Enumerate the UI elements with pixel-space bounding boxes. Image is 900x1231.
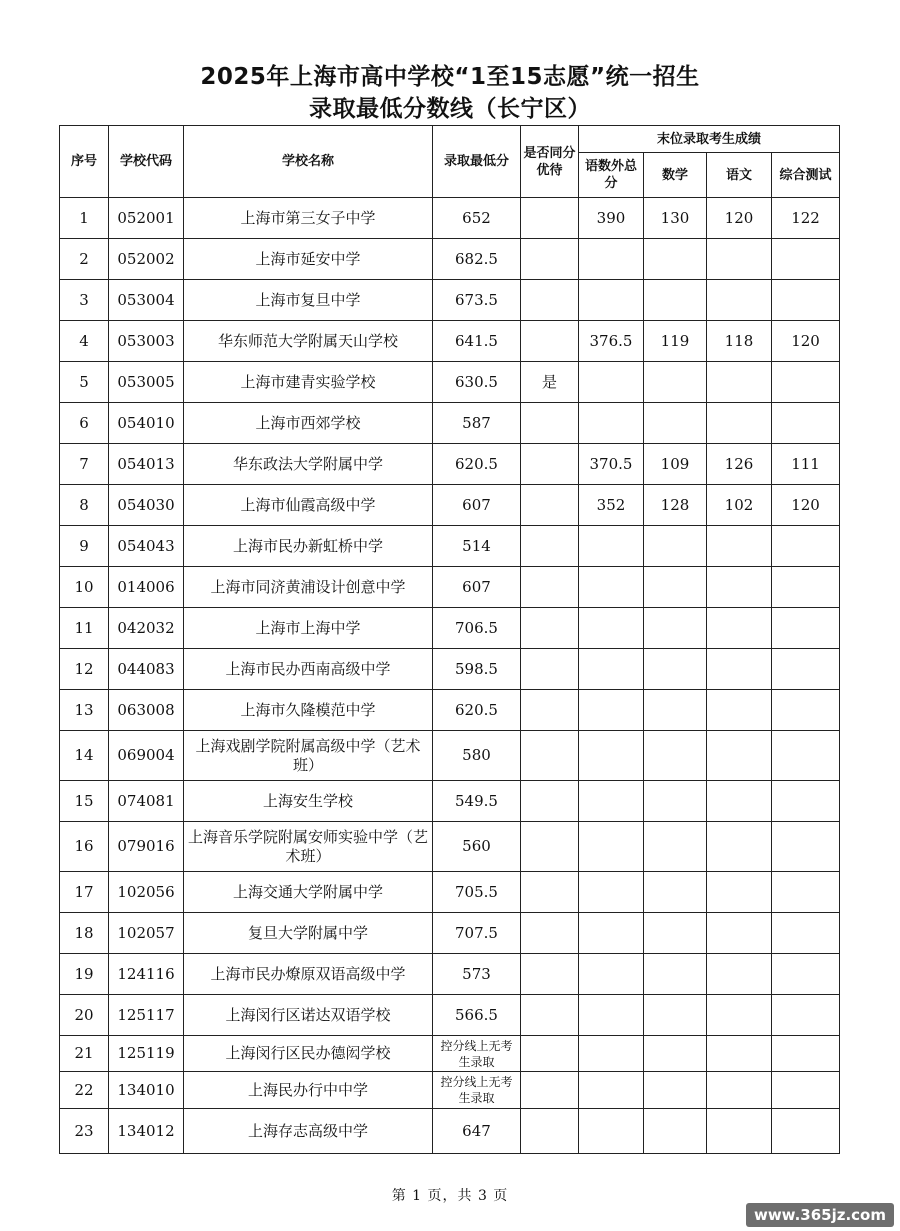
score-table (59, 125, 840, 1154)
cell-min-score: 607 (433, 567, 521, 608)
cell-chinese (707, 1109, 772, 1154)
cell-name: 上海市仙霞高级中学 (184, 485, 433, 526)
cell-math (644, 1109, 707, 1154)
table-body (60, 198, 840, 1154)
cell-chinese (707, 913, 772, 954)
cell-code: 052002 (109, 239, 184, 280)
header-min-score: 录取最低分 (433, 126, 521, 198)
cell-code: 014006 (109, 567, 184, 608)
cell-chinese (707, 822, 772, 872)
cell-min-score: 607 (433, 485, 521, 526)
cell-name: 上海民办行中中学 (184, 1072, 433, 1109)
cell-code: 054030 (109, 485, 184, 526)
cell-comprehensive (772, 822, 840, 872)
table-header (60, 126, 840, 198)
cell-name: 上海市久隆模范中学 (184, 690, 433, 731)
cell-math (644, 1036, 707, 1072)
cell-chinese: 102 (707, 485, 772, 526)
cell-seq: 22 (60, 1072, 109, 1109)
cell-math (644, 822, 707, 872)
cell-chinese (707, 362, 772, 403)
table-row (60, 954, 840, 995)
cell-seq: 11 (60, 608, 109, 649)
cell-min-score: 598.5 (433, 649, 521, 690)
cell-code: 053005 (109, 362, 184, 403)
cell-name: 上海闵行区诺达双语学校 (184, 995, 433, 1036)
cell-tie: 是 (521, 362, 579, 403)
cell-seq: 14 (60, 731, 109, 781)
cell-min-score: 560 (433, 822, 521, 872)
cell-code: 063008 (109, 690, 184, 731)
cell-name: 复旦大学附属中学 (184, 913, 433, 954)
cell-name: 华东师范大学附属天山学校 (184, 321, 433, 362)
cell-min-score: 514 (433, 526, 521, 567)
cell-math (644, 362, 707, 403)
cell-tie (521, 1072, 579, 1109)
cell-total (579, 567, 644, 608)
cell-name: 上海市延安中学 (184, 239, 433, 280)
table-row (60, 526, 840, 567)
cell-math (644, 649, 707, 690)
cell-min-score: 641.5 (433, 321, 521, 362)
cell-chinese (707, 239, 772, 280)
cell-comprehensive (772, 872, 840, 913)
cell-seq: 23 (60, 1109, 109, 1154)
cell-seq: 20 (60, 995, 109, 1036)
cell-tie (521, 608, 579, 649)
cell-name: 上海市建青实验学校 (184, 362, 433, 403)
cell-comprehensive (772, 362, 840, 403)
watermark: www.365jz.com (746, 1203, 894, 1227)
cell-chinese (707, 567, 772, 608)
cell-name: 上海市民办新虹桥中学 (184, 526, 433, 567)
header-total: 语数外总分 (579, 153, 644, 198)
cell-math (644, 872, 707, 913)
cell-seq: 18 (60, 913, 109, 954)
cell-tie (521, 321, 579, 362)
cell-code: 053003 (109, 321, 184, 362)
cell-math (644, 781, 707, 822)
cell-comprehensive: 120 (772, 321, 840, 362)
cell-total (579, 608, 644, 649)
cell-total (579, 280, 644, 321)
cell-comprehensive (772, 1036, 840, 1072)
table-row (60, 731, 840, 781)
table-row (60, 1036, 840, 1072)
cell-seq: 1 (60, 198, 109, 239)
cell-chinese (707, 649, 772, 690)
cell-min-score: 652 (433, 198, 521, 239)
cell-code: 052001 (109, 198, 184, 239)
cell-min-score: 573 (433, 954, 521, 995)
cell-total (579, 690, 644, 731)
header-comprehensive: 综合测试 (772, 153, 840, 198)
cell-chinese: 120 (707, 198, 772, 239)
cell-name: 上海市上海中学 (184, 608, 433, 649)
cell-comprehensive: 111 (772, 444, 840, 485)
table-row (60, 1072, 840, 1109)
cell-code: 134010 (109, 1072, 184, 1109)
cell-total (579, 913, 644, 954)
cell-name: 上海戏剧学院附属高级中学（艺术班） (184, 731, 433, 781)
cell-total (579, 1109, 644, 1154)
cell-code: 079016 (109, 822, 184, 872)
cell-comprehensive: 122 (772, 198, 840, 239)
cell-chinese (707, 995, 772, 1036)
cell-comprehensive (772, 567, 840, 608)
cell-math (644, 913, 707, 954)
cell-total (579, 872, 644, 913)
cell-min-score: 705.5 (433, 872, 521, 913)
cell-tie (521, 872, 579, 913)
cell-math: 128 (644, 485, 707, 526)
cell-seq: 6 (60, 403, 109, 444)
cell-name: 上海音乐学院附属安师实验中学（艺术班） (184, 822, 433, 872)
cell-min-score: 549.5 (433, 781, 521, 822)
cell-math (644, 995, 707, 1036)
cell-chinese (707, 608, 772, 649)
table-row (60, 608, 840, 649)
cell-min-score: 682.5 (433, 239, 521, 280)
cell-comprehensive (772, 239, 840, 280)
cell-name: 上海闵行区民办德闳学校 (184, 1036, 433, 1072)
header-name: 学校名称 (184, 126, 433, 198)
table-row (60, 198, 840, 239)
cell-tie (521, 822, 579, 872)
cell-math: 109 (644, 444, 707, 485)
cell-math (644, 567, 707, 608)
cell-min-score: 控分线上无考生录取 (433, 1072, 521, 1109)
cell-comprehensive (772, 913, 840, 954)
table-row (60, 822, 840, 872)
cell-chinese (707, 781, 772, 822)
page-subtitle: 录取最低分数线（长宁区） (309, 96, 591, 122)
cell-code: 054010 (109, 403, 184, 444)
cell-math (644, 731, 707, 781)
cell-total (579, 239, 644, 280)
cell-name: 上海存志高级中学 (184, 1109, 433, 1154)
header-seq: 序号 (60, 126, 109, 198)
cell-math (644, 280, 707, 321)
cell-code: 134012 (109, 1109, 184, 1154)
cell-comprehensive (772, 608, 840, 649)
cell-min-score: 控分线上无考生录取 (433, 1036, 521, 1072)
cell-comprehensive (772, 403, 840, 444)
cell-math (644, 690, 707, 731)
cell-comprehensive (772, 649, 840, 690)
cell-total (579, 822, 644, 872)
cell-code: 102057 (109, 913, 184, 954)
cell-comprehensive (772, 1072, 840, 1109)
cell-seq: 4 (60, 321, 109, 362)
cell-math (644, 403, 707, 444)
cell-code: 125119 (109, 1036, 184, 1072)
cell-tie (521, 198, 579, 239)
cell-comprehensive (772, 280, 840, 321)
cell-name: 华东政法大学附属中学 (184, 444, 433, 485)
cell-total (579, 1072, 644, 1109)
cell-tie (521, 954, 579, 995)
cell-code: 125117 (109, 995, 184, 1036)
cell-comprehensive (772, 995, 840, 1036)
cell-math: 119 (644, 321, 707, 362)
header-tie-priority: 是否同分优待 (521, 126, 579, 198)
page-title: 2025年上海市高中学校“1至15志愿”统一招生 (200, 64, 700, 90)
cell-tie (521, 403, 579, 444)
header-last-admitted-group: 末位录取考生成绩 (579, 126, 840, 153)
cell-seq: 21 (60, 1036, 109, 1072)
cell-total (579, 1036, 644, 1072)
cell-tie (521, 444, 579, 485)
cell-total (579, 995, 644, 1036)
table-row (60, 690, 840, 731)
cell-math (644, 1072, 707, 1109)
cell-code: 044083 (109, 649, 184, 690)
cell-code: 054013 (109, 444, 184, 485)
cell-total: 376.5 (579, 321, 644, 362)
cell-min-score: 706.5 (433, 608, 521, 649)
table-row (60, 403, 840, 444)
cell-tie (521, 280, 579, 321)
cell-chinese (707, 1036, 772, 1072)
cell-min-score: 647 (433, 1109, 521, 1154)
cell-seq: 15 (60, 781, 109, 822)
cell-total (579, 362, 644, 403)
cell-tie (521, 781, 579, 822)
cell-min-score: 630.5 (433, 362, 521, 403)
cell-seq: 9 (60, 526, 109, 567)
cell-tie (521, 1109, 579, 1154)
cell-tie (521, 239, 579, 280)
cell-seq: 8 (60, 485, 109, 526)
table-row (60, 362, 840, 403)
cell-math (644, 526, 707, 567)
table-row (60, 649, 840, 690)
cell-name: 上海交通大学附属中学 (184, 872, 433, 913)
cell-tie (521, 731, 579, 781)
cell-seq: 17 (60, 872, 109, 913)
header-chinese: 语文 (707, 153, 772, 198)
table-row (60, 321, 840, 362)
cell-tie (521, 567, 579, 608)
header-math: 数学 (644, 153, 707, 198)
cell-chinese (707, 280, 772, 321)
cell-tie (521, 649, 579, 690)
cell-min-score: 587 (433, 403, 521, 444)
cell-seq: 16 (60, 822, 109, 872)
header-code: 学校代码 (109, 126, 184, 198)
cell-chinese: 118 (707, 321, 772, 362)
cell-total: 390 (579, 198, 644, 239)
cell-chinese (707, 954, 772, 995)
cell-seq: 3 (60, 280, 109, 321)
cell-min-score: 620.5 (433, 690, 521, 731)
table-row (60, 995, 840, 1036)
table-row (60, 781, 840, 822)
cell-seq: 12 (60, 649, 109, 690)
table-row (60, 280, 840, 321)
cell-comprehensive (772, 690, 840, 731)
cell-min-score: 620.5 (433, 444, 521, 485)
page-footer: 第 1 页，共 3 页 (391, 1188, 509, 1204)
table-row (60, 485, 840, 526)
cell-seq: 10 (60, 567, 109, 608)
cell-chinese (707, 690, 772, 731)
cell-code: 069004 (109, 731, 184, 781)
cell-math (644, 608, 707, 649)
cell-name: 上海市同济黄浦设计创意中学 (184, 567, 433, 608)
cell-math (644, 239, 707, 280)
table-row (60, 1109, 840, 1154)
cell-code: 102056 (109, 872, 184, 913)
cell-name: 上海市第三女子中学 (184, 198, 433, 239)
cell-min-score: 566.5 (433, 995, 521, 1036)
cell-tie (521, 485, 579, 526)
cell-total (579, 954, 644, 995)
cell-min-score: 673.5 (433, 280, 521, 321)
table-row (60, 913, 840, 954)
cell-chinese (707, 526, 772, 567)
cell-chinese (707, 731, 772, 781)
cell-min-score: 580 (433, 731, 521, 781)
cell-code: 124116 (109, 954, 184, 995)
cell-math: 130 (644, 198, 707, 239)
cell-chinese (707, 403, 772, 444)
cell-name: 上海市民办西南高级中学 (184, 649, 433, 690)
cell-code: 054043 (109, 526, 184, 567)
cell-tie (521, 995, 579, 1036)
cell-total (579, 526, 644, 567)
cell-total (579, 649, 644, 690)
cell-name: 上海市西郊学校 (184, 403, 433, 444)
cell-chinese (707, 1072, 772, 1109)
cell-comprehensive (772, 781, 840, 822)
table-row (60, 872, 840, 913)
cell-code: 074081 (109, 781, 184, 822)
cell-total (579, 731, 644, 781)
cell-seq: 13 (60, 690, 109, 731)
cell-comprehensive (772, 954, 840, 995)
cell-name: 上海市民办燎原双语高级中学 (184, 954, 433, 995)
cell-tie (521, 913, 579, 954)
cell-seq: 19 (60, 954, 109, 995)
cell-comprehensive (772, 731, 840, 781)
cell-chinese (707, 872, 772, 913)
cell-tie (521, 1036, 579, 1072)
cell-code: 053004 (109, 280, 184, 321)
cell-total (579, 403, 644, 444)
cell-total (579, 781, 644, 822)
table-row (60, 239, 840, 280)
cell-total: 370.5 (579, 444, 644, 485)
cell-math (644, 954, 707, 995)
cell-tie (521, 690, 579, 731)
cell-chinese: 126 (707, 444, 772, 485)
cell-comprehensive (772, 526, 840, 567)
cell-comprehensive (772, 1109, 840, 1154)
cell-name: 上海市复旦中学 (184, 280, 433, 321)
cell-min-score: 707.5 (433, 913, 521, 954)
cell-seq: 7 (60, 444, 109, 485)
cell-code: 042032 (109, 608, 184, 649)
table-row (60, 444, 840, 485)
cell-comprehensive: 120 (772, 485, 840, 526)
cell-name: 上海安生学校 (184, 781, 433, 822)
cell-seq: 5 (60, 362, 109, 403)
cell-tie (521, 526, 579, 567)
cell-total: 352 (579, 485, 644, 526)
cell-seq: 2 (60, 239, 109, 280)
table-row (60, 567, 840, 608)
